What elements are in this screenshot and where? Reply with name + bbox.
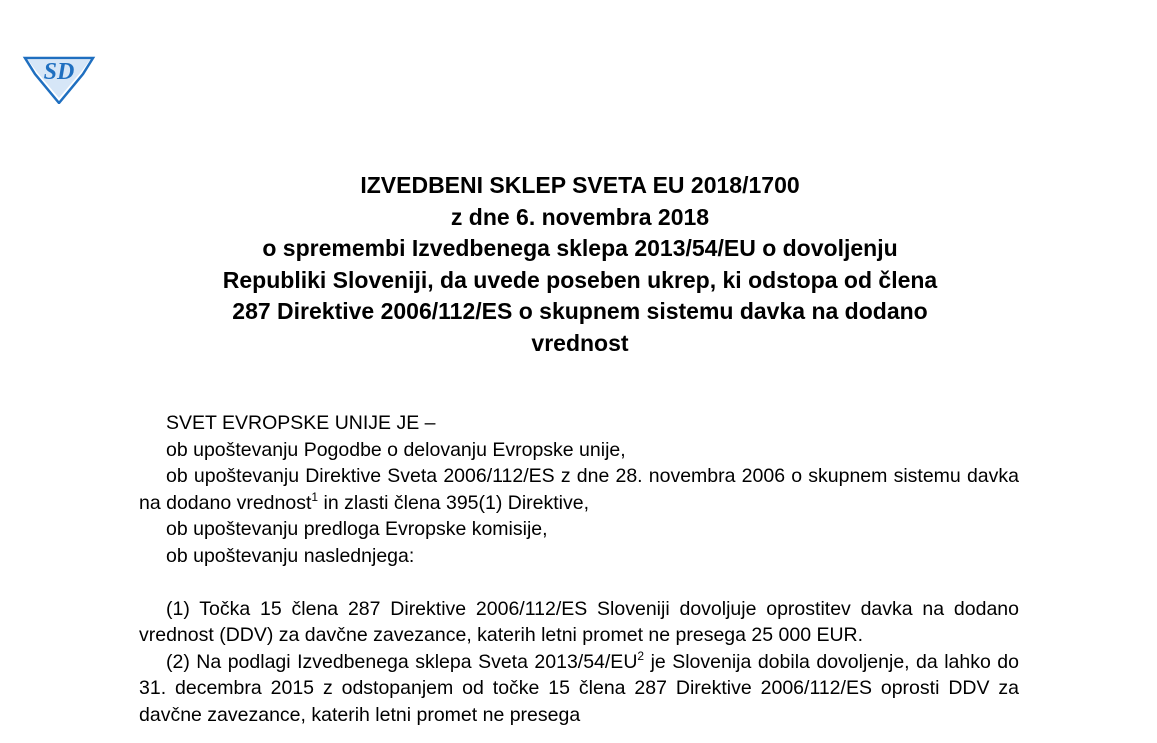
recital-text: je Slovenija dobila dovoljenje, da lahko do 31. decembra 2015 z odstopanjem od točke 15 člena 287 Direktive 2006/112/ES oprosti DDV za davčne zavezance, katerih letni promet ne presega — [139, 650, 1019, 726]
logo-lettering: SD — [43, 59, 75, 85]
title-line: Republiki Sloveniji, da uvede poseben ukrep, ki odstopa od člena — [222, 266, 938, 293]
title-line: o spremembi Izvedbenega sklepa 2013/54/EU o dovoljenju — [262, 235, 898, 261]
sd-shield-logo-icon — [22, 48, 96, 104]
preamble-citation: ob upoštevanju naslednjega: — [166, 544, 415, 567]
title-line: IZVEDBENI SKLEP SVETA EU 2018/1700 — [360, 172, 800, 198]
preamble-citation: ob upoštevanju Pogodbe o delovanju Evropske unije, — [166, 438, 626, 461]
footnote-ref: 2 — [637, 648, 645, 663]
document-title — [140, 170, 1020, 359]
recital-1: (1) Točka 15 člena 287 Direktive 2006/112/ES Sloveniji dovoljuje oprostitev davka na dodano vrednost (DDV) za davčne zavezance, katerih letni promet ne presega 25 000 EUR. — [139, 597, 1019, 646]
preamble-citation: ob upoštevanju predloga Evropske komisije, — [166, 518, 548, 540]
citation-text: ob upoštevanju Direktive Sveta 2006/112/ES z dne 28. novembra 2006 o skupnem sistemu davka na dodano vrednost — [139, 465, 1019, 514]
recital-text: (2) Na podlagi Izvedbenega sklepa Sveta 2013/54/EU — [166, 650, 638, 673]
citation-text: in zlasti člena 395(1) Direktive, — [318, 491, 590, 514]
footnote-ref: 1 — [311, 489, 319, 504]
title-line: 287 Direktive 2006/112/ES o skupnem sistemu davka na dodano — [232, 298, 928, 324]
document-body — [139, 410, 1019, 728]
preamble-citation — [139, 463, 1019, 516]
preamble-heading: SVET EVROPSKE UNIJE JE – — [166, 412, 436, 434]
title-date: z dne 6. novembra 2018 — [450, 203, 710, 230]
title-line: vrednost — [531, 329, 629, 356]
recital-2 — [139, 649, 1019, 729]
